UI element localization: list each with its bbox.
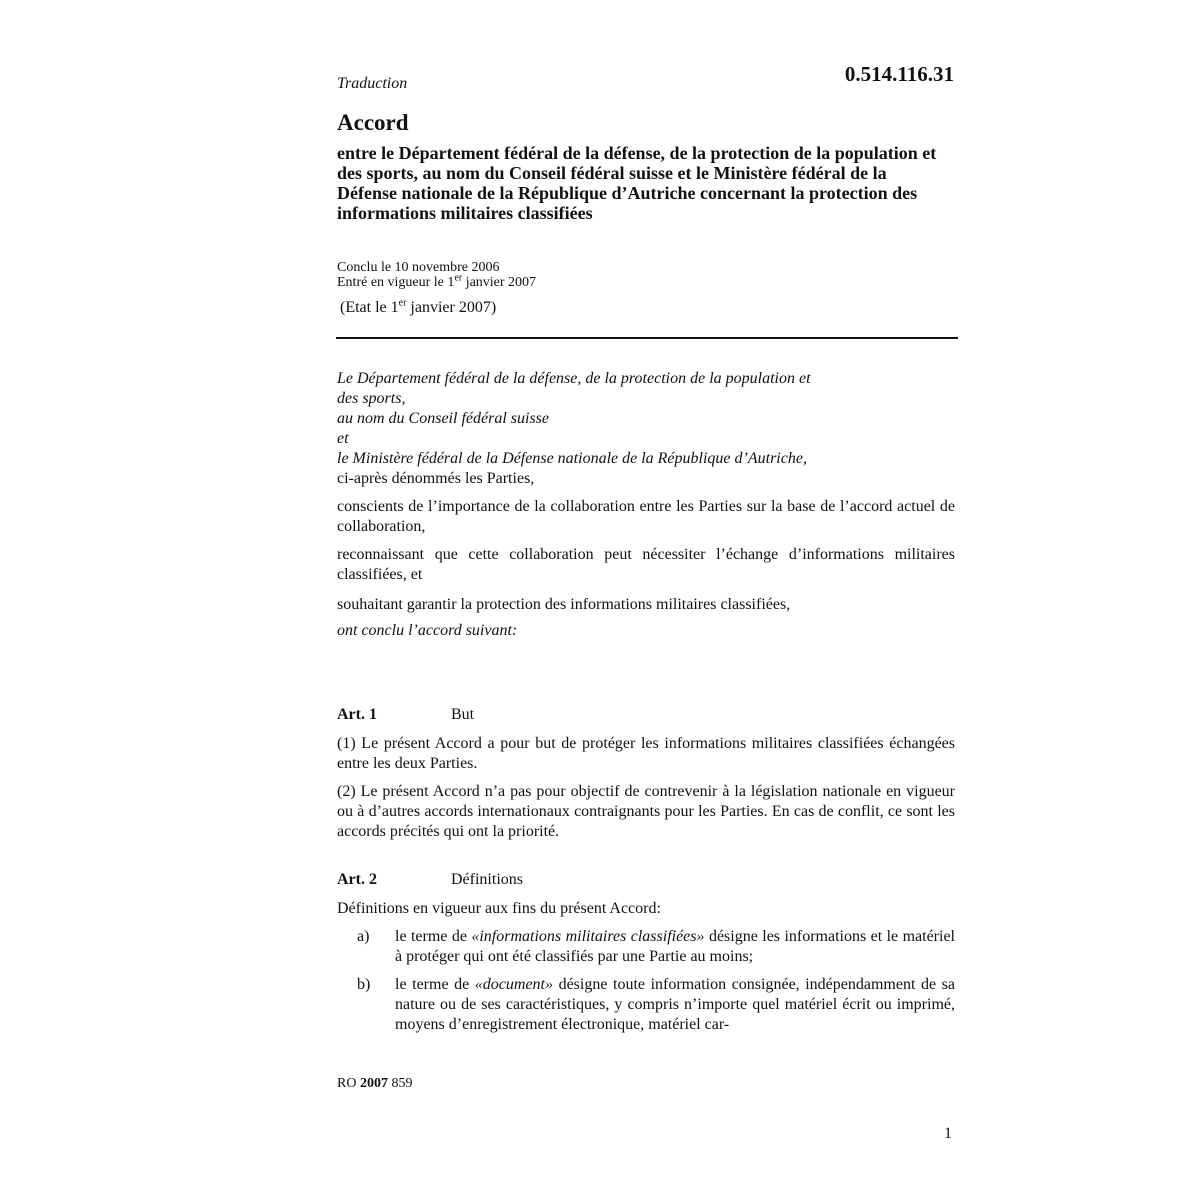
article-1-title: But — [451, 706, 475, 723]
definition-b-pre: le terme de — [395, 976, 475, 993]
definition-a-text — [395, 927, 955, 967]
article-2-heading — [0, 871, 1200, 891]
definition-a-term: «informations militaires classifiées» — [471, 928, 705, 945]
state-suffix: janvier 2007) — [406, 299, 497, 316]
definition-a-pre: le terme de — [395, 928, 472, 945]
preamble-designation: ci-après dénommés les Parties, — [337, 470, 535, 487]
state-date — [340, 299, 496, 317]
translation-label: Traduction — [337, 75, 408, 92]
in-force-prefix: Entré en vigueur le 1 — [337, 275, 455, 290]
document-subtitle: entre le Département fédéral de la défense, de la protection de la population et des sports, au nom du Conseil fédéral suisse et le Ministère fédéral de la Défense nationale de la République d’Autriche concernant la protection des informations militaires classifiées — [337, 143, 937, 223]
state-prefix: (Etat le 1 — [340, 299, 399, 316]
article-2-title: Définitions — [451, 871, 523, 888]
preamble-conscious: conscients de l’importance de la collaboration entre les Parties sur la base de l’accord actuel de collaboration, — [337, 498, 955, 535]
article-1-paragraph-1: (1) Le présent Accord a pour but de protéger les informations militaires classifiées échangées entre les deux Parties. — [337, 735, 955, 772]
in-force-date — [337, 272, 537, 290]
article-2-intro: Définitions en vigueur aux fins du présent Accord: — [337, 900, 661, 917]
preamble-wishing: souhaitant garantir la protection des informations militaires classifiées, — [337, 596, 791, 613]
state-sup: er — [398, 297, 407, 309]
definition-a-label: a) — [357, 928, 370, 945]
concluded-date: Conclu le 10 novembre 2006 — [337, 260, 500, 275]
preamble-and: et — [337, 430, 349, 447]
definition-a-post: désigne les informations et le matériel à protéger qui ont été classifiés par une Partie au moins; — [395, 928, 956, 965]
ro-year: 2007 — [359, 1076, 388, 1091]
preamble-party1-line1: Le Département fédéral de la défense, de la protection de la population et — [337, 370, 811, 387]
rs-number: 0.514.116.31 — [844, 62, 954, 86]
article-2-number: Art. 2 — [337, 871, 377, 888]
definition-b-term: «document» — [474, 976, 553, 993]
preamble-party2: le Ministère fédéral de la Défense nationale de la République d’Autriche, — [337, 450, 807, 467]
preamble-party1-line3: au nom du Conseil fédéral suisse — [337, 410, 549, 427]
preamble-party1-line2: des sports, — [337, 390, 406, 407]
article-1-paragraph-2: (2) Le présent Accord n’a pas pour objectif de contrevenir à la législation nationale en vigueur ou à d’autres accords internationaux contraignants pour les Parties. En cas de conflit, ce sont les accords précités qui ont la priorité. — [337, 783, 955, 840]
ro-prefix: RO — [337, 1076, 360, 1091]
document-title: Accord — [337, 110, 409, 135]
definition-b-label: b) — [357, 976, 371, 993]
preamble-recognizing: reconnaissant que cette collaboration peut nécessiter l’échange d’informations militaires classifiées, et — [337, 546, 955, 583]
header-divider — [336, 337, 958, 339]
article-1-number: Art. 1 — [337, 706, 377, 723]
definition-b-text — [395, 975, 955, 1035]
ro-page: 859 — [387, 1076, 413, 1091]
in-force-sup: er — [454, 272, 463, 284]
page-number: 1 — [944, 1125, 952, 1142]
in-force-suffix: janvier 2007 — [462, 275, 537, 290]
article-1-heading — [0, 706, 1200, 726]
definition-b-post: désigne toute information consignée, indépendamment de sa nature ou de ses caractéristiques, y compris n’importe quel matériel écrit ou imprimé, moyens d’enregistrement électronique, matériel car- — [395, 976, 956, 1033]
preamble-concluded: ont conclu l’accord suivant: — [337, 622, 518, 639]
ro-reference — [337, 1076, 412, 1092]
